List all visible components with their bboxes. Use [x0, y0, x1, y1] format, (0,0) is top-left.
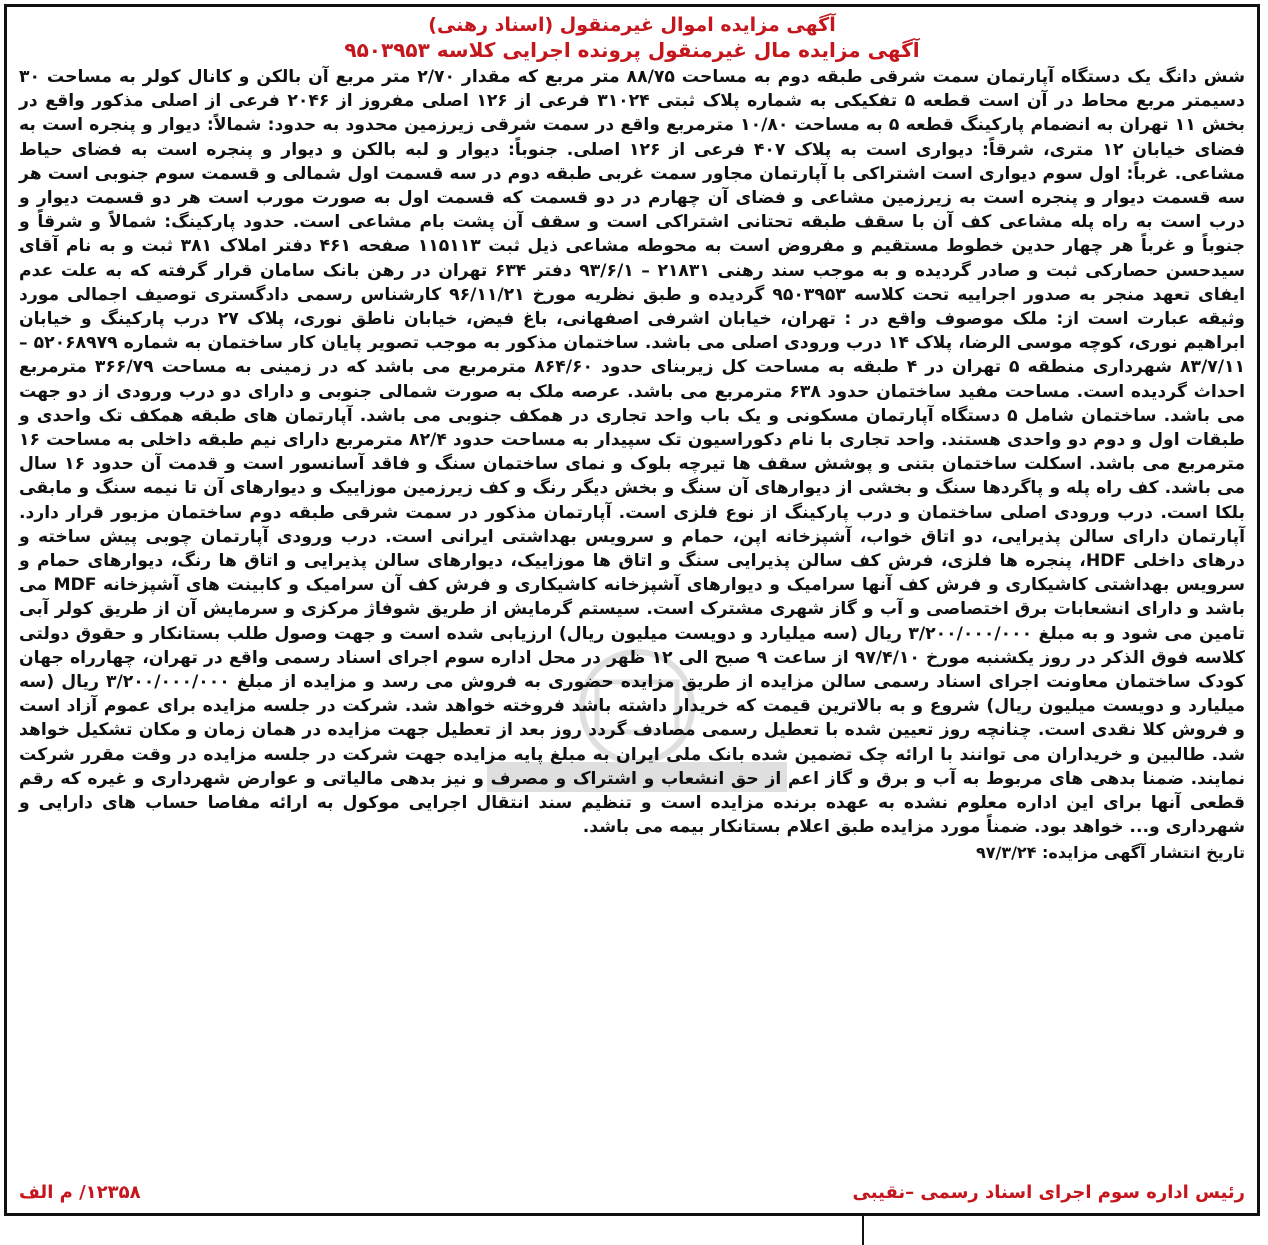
bottom-divider: [4, 1216, 864, 1245]
reference-code: ۱۲۳۵۸/ م الف: [19, 1181, 141, 1203]
notice-footer: [19, 1177, 1245, 1207]
auction-notice: [4, 4, 1260, 1216]
notice-body: شش دانگ یک دستگاه آپارتمان سمت شرقی طبقه دوم به مساحت ۸۸/۷۵ متر مربع که مقدار ۲/۷۰ متر مربع آن بالکن و کانال کولر به مساحت ۳۰ دسیمتر مربع محاط در آن است قطعه ۵ تفکیکی به شماره پلاک ثبتی ۳۱۰۲۴ فرعی از ۱۲۶ اصلی مفروز از ۲۰۴۶ فرعی از اصلی مذکور واقع در بخش ۱۱ تهران به انضمام پارکینگ قطعه ۵ به مساحت ۱۰/۸۰ مترمربع واقع در سمت شرقی زیرزمین محدود به حدود: شمالاً: دیوار و پنجره است به فضای خیابان ۱۲ متری، شرقاً: دیواری است به پلاک ۴۰۷ فرعی از ۱۲۶ اصلی. جنوباً: دیوار و لبه بالکن و دیوار و پنجره است به فضای حیاط مشاعی. غرباً: اول سوم دیواری است اشتراکی با آپارتمان مجاور سمت غربی طبقه دوم در سه قسمت اول شمالی و قسمت سوم جنوبی است هر سه قسمت دیوار و پنجره است به زیرزمین مشاعی و فضای آن چهارم در دو قسمت که قسمت اول به صورت مورب است هر دو قسمت دیوار و درب است به راه پله مشاعی کف آن با سقف طبقه تحتانی اشتراکی است و سقف آن پشت بام مشاعی است. حدود پارکینگ: شمالاً و شرقاً و جنوباً و غرباً هر چهار حدین خطوط مستقیم و مفروض است به محوطه مشاعی ذیل ثبت ۱۱۵۱۱۳ صفحه ۴۶۱ دفتر املاک ۳۸۱ ثبت و به نام آقای سیدحسن حصارکی ثبت و صادر گردیده و به موجب سند رهنی ۲۱۸۳۱ – ۹۳/۶/۱ دفتر ۶۳۴ تهران در رهن بانک سامان قرار گرفته که به علت عدم ایفای تعهد منجر به صدور اجراییه تحت کلاسه ۹۵۰۳۹۵۳ گردیده و طبق نظریه مورخ ۹۶/۱۱/۲۱ کارشناس رسمی دادگستری توصیف اجمالی مورد وثیقه عبارت است از: ملک موصوف واقع در : تهران، خیابان اشرفی اصفهانی، باغ فیض، خیابان ناطق نوری، پلاک ۲۷ درب پارکینگ و خیابان ابراهیم نوری، کوچه موسی الرضا، پلاک ۱۴ درب ورودی اصلی می باشد. ساختمان مذکور به موجب تصویر پایان کار ساختمان به شماره ۵۲۰۶۸۹۷۹ – ۸۳/۷/۱۱ شهرداری منطقه ۵ تهران در ۴ طبقه به مساحت کل زیربنای حدود ۸۶۴/۶۰ مترمربع می باشد که در زمینی به مساحت ۳۶۶/۷۹ مترمربع احداث گردیده است. مساحت مفید ساختمان حدود ۶۳۸ مترمربع می باشد. عرصه ملک به صورت شمالی جنوبی و دارای دو درب ورودی از دو جهت می باشد. ساختمان شامل ۵ دستگاه آپارتمان مسکونی و یک باب واحد تجاری در همکف جنوبی می باشد. آپارتمان های طبقه همکف تک واحدی و طبقات اول و دوم دو واحدی هستند. واحد تجاری با نام دکوراسیون تک سپیدار به مساحت حدود ۸۲/۴ مترمربع دارای نیم طبقه داخلی به مساحت ۱۶ مترمربع می باشد. اسکلت ساختمان بتنی و پوشش سقف ها تیرچه بلوک و نمای ساختمان سنگ و فاقد آسانسور است و قدمت آن حدود ۱۶ سال می باشد. کف راه پله و پاگردها سنگ و بخشی از دیوارهای آن سنگ و بخش دیگر رنگ و کف زیرزمین موزاییک و دیوارهای آن تا نیمه سنگ و مابقی بلکا است. درب ورودی اصلی ساختمان و درب پارکینگ از نوع فلزی است. آپارتمان مذکور در سمت شرقی طبقه دوم ساختمان مزبور قرار دارد. آپارتمان دارای سالن پذیرایی، دو اتاق خواب، آشپزخانه اپن، حمام و سرویس بهداشتی ایرانی است. درب ورودی آپارتمان چوبی پیش ساخته و درهای داخلی HDF، پنجره ها فلزی، فرش کف سالن پذیرایی سنگ و اتاق ها موزاییک، دیوارهای سالن پذیرایی و اتاق ها رنگ، دیوارهای حمام و سرویس بهداشتی کاشیکاری و فرش کف آنها سرامیک و دیوارهای آشپزخانه کاشیکاری و فرش کف آن سرامیک و کابینت های آشپزخانه MDF می باشد و دارای انشعابات برق اختصاصی و آب و گاز شهری مشترک است. سیستم گرمایش از طریق شوفاژ مرکزی و سرمایش آن از طریق کولر آبی تامین می شود و به مبلغ ۳/۲۰۰/۰۰۰/۰۰۰ ریال (سه میلیارد و دویست میلیون ریال) ارزیابی شده است و جهت وصول طلب بستانکار و حقوق دولتی کلاسه فوق الذکر در روز یکشنبه مورخ ۹۷/۴/۱۰ از ساعت ۹ صبح الی ۱۲ ظهر در محل اداره سوم اجرای اسناد رسمی واقع در تهران، چهارراه جهان کودک ساختمان معاونت اجرای اسناد رسمی سالن مزایده از طریق مزایده حضوری به فروش می رسد و مزایده از مبلغ ۳/۲۰۰/۰۰۰/۰۰۰ ریال (سه میلیارد و دویست میلیون ریال) شروع و به بالاترین قیمت که خریدار داشته باشد فروخته خواهد شد. شرکت در جلسه مزایده برای عموم آزاد است و فروش کلا نقدی است. چنانچه روز تعیین شده با تعطیل رسمی مصادف گردد روز بعد از تعطیل جهت مزایده در همان زمان و مکان تشکیل خواهد شد. طالبین و خریداران می توانند با ارائه چک تضمین شده بانک ملی ایران به مبلغ پایه مزایده جهت شرکت در جلسه مزایده در وقت مقرر شرکت نمایند. ضمنا بدهی های مربوط به آب و برق و گاز اعم از حق انشعاب و اشتراک و مصرف و نیز بدهی مالیاتی و عوارض شهرداری و غیره که رقم قطعی آنها برای این اداره معلوم نشده به عهده برنده مزایده است و تنظیم سند انتقال اجرایی موکول به ارائه مفاصا حساب های دارایی و شهرداری و... خواهد بود. ضمناً مورد مزایده طبق اعلام بستانکار بیمه می باشد.: [19, 67, 1246, 838]
notice-title: آگهی مزایده اموال غیرمنقول (اسناد رهنی): [428, 14, 836, 36]
publish-date: تاریخ انتشار آگهی مزایده: ۹۷/۳/۲۴: [975, 842, 1245, 862]
signature: رئیس اداره سوم اجرای اسناد رسمی –نقیبی: [852, 1181, 1245, 1203]
notice-subtitle: آگهی مزایده مال غیرمنقول پرونده اجرایی کلاسه ۹۵۰۳۹۵۳: [344, 38, 920, 62]
